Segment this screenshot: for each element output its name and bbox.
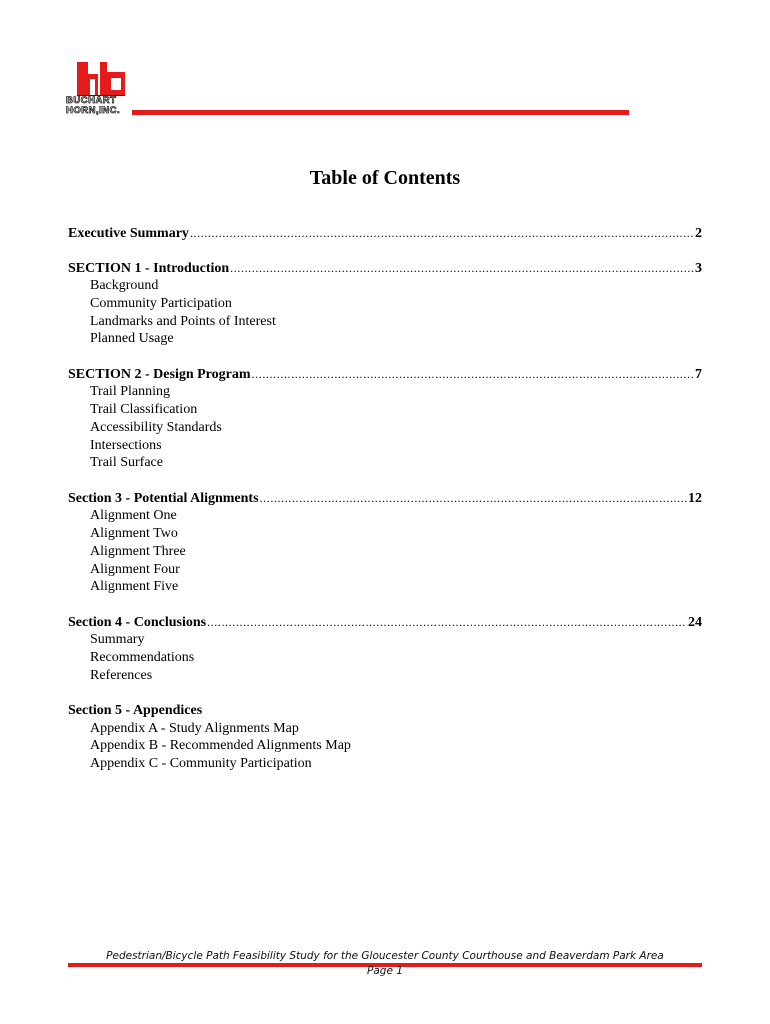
dot-leader: [230, 259, 694, 277]
logo-line-1: BUCHART: [66, 95, 117, 106]
footer-title: Pedestrian/Bicycle Path Feasibility Study for the Gloucester County Courthouse and Beaverdam Park Area: [106, 950, 664, 962]
page-title: Table of Contents: [309, 167, 461, 189]
toc-subitem[interactable]: Trail Planning: [90, 384, 170, 400]
toc-subitem[interactable]: Alignment Five: [90, 579, 179, 595]
toc-entry[interactable]: [68, 259, 702, 277]
toc-entry[interactable]: [68, 613, 702, 631]
toc-entry[interactable]: [68, 365, 702, 383]
dot-leader: [207, 613, 687, 631]
toc-section-3: [68, 489, 702, 596]
toc-subitem[interactable]: Landmarks and Points of Interest: [90, 313, 276, 329]
table-of-contents: [68, 224, 702, 790]
toc-entry[interactable]: [68, 224, 702, 242]
toc-page-number: 24: [688, 615, 702, 631]
toc-page-number: 3: [695, 261, 702, 276]
dot-leader: [190, 224, 694, 242]
toc-section-4: [68, 613, 702, 684]
toc-page-number: 7: [695, 367, 702, 383]
toc-section-executive-summary: [68, 224, 702, 242]
toc-subitem[interactable]: Alignment Two: [90, 525, 178, 541]
dot-leader: [252, 365, 694, 383]
toc-subitem[interactable]: Intersections: [90, 437, 162, 453]
toc-subitem[interactable]: Background: [90, 278, 159, 293]
company-logo-mark: [76, 62, 126, 96]
toc-subitem[interactable]: Summary: [90, 632, 145, 648]
toc-entry-label: SECTION 2 - Design Program: [68, 367, 251, 383]
toc-entry-label: Section 4 - Conclusions: [68, 615, 207, 631]
toc-entry-label: Section 3 - Potential Alignments: [68, 491, 259, 507]
toc-entry-label: SECTION 1 - Introduction: [68, 261, 230, 276]
toc-subitem[interactable]: Alignment Four: [90, 561, 180, 577]
toc-subitem[interactable]: Accessibility Standards: [90, 419, 222, 435]
toc-entry[interactable]: [68, 489, 702, 507]
header-rule: [132, 110, 629, 115]
dot-leader: [260, 489, 687, 507]
toc-section-5: [68, 702, 702, 773]
footer-page-number: Page 1: [367, 965, 403, 977]
toc-subitem[interactable]: Community Participation: [90, 295, 232, 311]
toc-entry-label[interactable]: Section 5 - Appendices: [68, 702, 203, 718]
toc-subitem[interactable]: Trail Surface: [90, 455, 163, 471]
logo-line-2: HORN,INC.: [66, 105, 121, 116]
toc-subitem[interactable]: Appendix A - Study Alignments Map: [90, 720, 299, 736]
company-logo: [66, 62, 138, 118]
toc-section-2: [68, 365, 702, 472]
toc-page-number: 12: [688, 491, 702, 507]
toc-subitem[interactable]: Alignment Three: [90, 543, 186, 559]
toc-subitem[interactable]: Appendix B - Recommended Alignments Map: [90, 738, 351, 754]
toc-page-number: 2: [695, 226, 702, 241]
toc-subitem[interactable]: Recommendations: [90, 649, 195, 665]
toc-subitem[interactable]: Alignment One: [90, 508, 177, 524]
toc-subitem[interactable]: Planned Usage: [90, 331, 174, 347]
toc-subitem[interactable]: Appendix C - Community Participation: [90, 756, 312, 772]
toc-entry-label: Executive Summary: [68, 226, 189, 241]
toc-subitem[interactable]: References: [90, 667, 153, 683]
logo-text: [66, 96, 138, 116]
toc-section-1: [68, 259, 702, 348]
toc-subitem[interactable]: Trail Classification: [90, 401, 198, 417]
